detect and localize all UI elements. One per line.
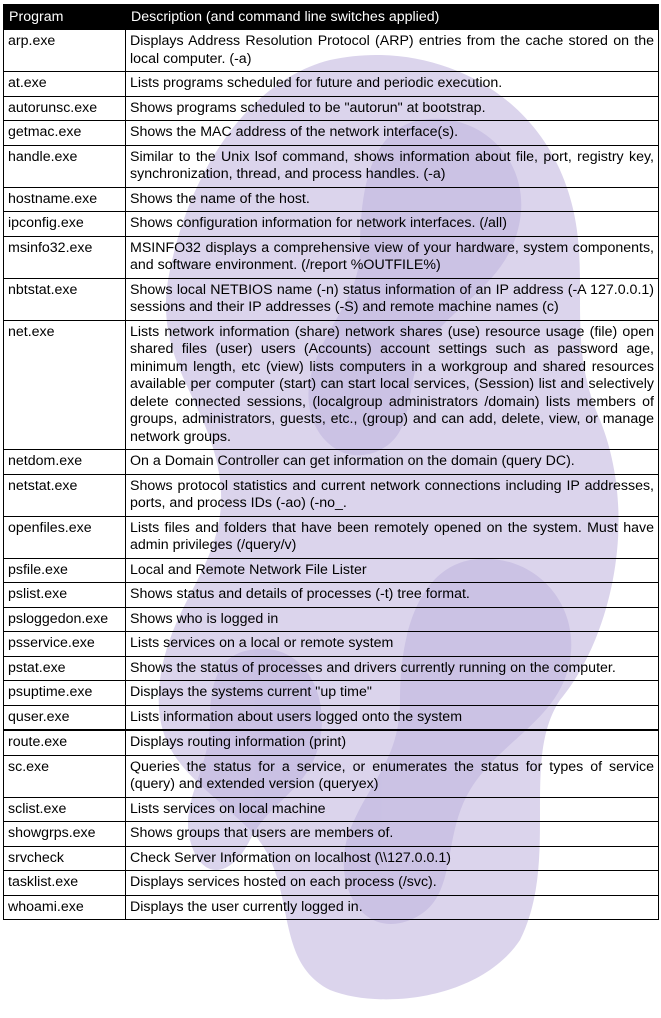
table-row	[4, 895, 659, 920]
column-header-description: Description (and command line switches applied)	[126, 5, 659, 30]
program-cell: at.exe	[4, 72, 126, 97]
description-cell: Queries the status for a service, or enumerates the status for types of service (query) and extended version (queryex)	[126, 755, 659, 797]
program-cell: sc.exe	[4, 755, 126, 797]
table-row	[4, 755, 659, 797]
table-row	[4, 450, 659, 475]
table-row	[4, 583, 659, 608]
program-cell: psservice.exe	[4, 632, 126, 657]
description-cell: Shows who is logged in	[126, 607, 659, 632]
program-cell: whoami.exe	[4, 895, 126, 920]
program-cell: handle.exe	[4, 145, 126, 187]
description-cell: Shows the status of processes and drivers currently running on the computer.	[126, 656, 659, 681]
table-row	[4, 681, 659, 706]
description-cell: Lists services on a local or remote system	[126, 632, 659, 657]
table-row	[4, 656, 659, 681]
table-row	[4, 516, 659, 558]
description-cell: Displays services hosted on each process (/svc).	[126, 871, 659, 896]
description-cell: Lists files and folders that have been remotely opened on the system. Must have admin privileges (/query/v)	[126, 516, 659, 558]
program-cell: pslist.exe	[4, 583, 126, 608]
description-cell: Shows protocol statistics and current network connections including IP addresses, ports, and process IDs (-ao) (-no_.	[126, 474, 659, 516]
program-cell: showgrps.exe	[4, 822, 126, 847]
program-cell: hostname.exe	[4, 187, 126, 212]
table-row	[4, 607, 659, 632]
program-cell: pstat.exe	[4, 656, 126, 681]
table-row	[4, 121, 659, 146]
table-row	[4, 797, 659, 822]
description-cell: Displays Address Resolution Protocol (ARP) entries from the cache stored on the local computer. (-a)	[126, 30, 659, 72]
description-cell: Shows status and details of processes (-t) tree format.	[126, 583, 659, 608]
program-cell: arp.exe	[4, 30, 126, 72]
table-row	[4, 236, 659, 278]
table-row	[4, 558, 659, 583]
program-cell: srvcheck	[4, 846, 126, 871]
program-cell: quser.exe	[4, 705, 126, 730]
description-cell: Shows groups that users are members of.	[126, 822, 659, 847]
column-header-program: Program	[4, 5, 126, 30]
description-cell: Shows configuration information for network interfaces. (/all)	[126, 212, 659, 237]
table-row	[4, 871, 659, 896]
program-cell: ipconfig.exe	[4, 212, 126, 237]
program-cell: psfile.exe	[4, 558, 126, 583]
program-cell: getmac.exe	[4, 121, 126, 146]
description-cell: Displays the systems current "up time"	[126, 681, 659, 706]
table-row	[4, 96, 659, 121]
description-cell: Lists information about users logged onto the system	[126, 705, 659, 730]
table-row	[4, 822, 659, 847]
table-row	[4, 705, 659, 730]
program-cell: psloggedon.exe	[4, 607, 126, 632]
program-cell: nbtstat.exe	[4, 278, 126, 320]
program-cell: psuptime.exe	[4, 681, 126, 706]
description-cell: Shows the name of the host.	[126, 187, 659, 212]
table-row	[4, 278, 659, 320]
description-cell: Shows programs scheduled to be "autorun" at bootstrap.	[126, 96, 659, 121]
description-cell: Displays the user currently logged in.	[126, 895, 659, 920]
description-cell: Similar to the Unix lsof command, shows information about file, port, registry key, synchronization, thread, and process handles. (-a)	[126, 145, 659, 187]
table-row	[4, 145, 659, 187]
description-cell: Lists network information (share) network shares (use) resource usage (file) open shared files (user) users (Accounts) account settings such as password age, minimum length, etc (view) lists computers in a workgroup and shared resources available per computer (start) can start local services, (Session) list and selectively delete connected sessions, (localgroup administrators /domain) lists members of groups, administrators, guests, etc., (group) and can add, delete, view, or manage network groups.	[126, 320, 659, 450]
program-cell: route.exe	[4, 730, 126, 755]
program-cell: netdom.exe	[4, 450, 126, 475]
program-cell: autorunsc.exe	[4, 96, 126, 121]
program-cell: netstat.exe	[4, 474, 126, 516]
program-cell: sclist.exe	[4, 797, 126, 822]
programs-table	[3, 4, 659, 920]
table-row	[4, 212, 659, 237]
description-cell: Displays routing information (print)	[126, 730, 659, 755]
description-cell: Local and Remote Network File Lister	[126, 558, 659, 583]
program-cell: tasklist.exe	[4, 871, 126, 896]
table-row	[4, 632, 659, 657]
table-body	[4, 30, 659, 920]
table-row	[4, 30, 659, 72]
table-row	[4, 320, 659, 450]
program-cell: net.exe	[4, 320, 126, 450]
header-row	[4, 5, 659, 30]
program-cell: msinfo32.exe	[4, 236, 126, 278]
description-cell: MSINFO32 displays a comprehensive view of your hardware, system components, and software environment. (/report %OUTFILE%)	[126, 236, 659, 278]
table-row	[4, 474, 659, 516]
description-cell: Lists services on local machine	[126, 797, 659, 822]
description-cell: Check Server Information on localhost (\\127.0.0.1)	[126, 846, 659, 871]
program-cell: openfiles.exe	[4, 516, 126, 558]
table-row	[4, 846, 659, 871]
table-row	[4, 730, 659, 755]
description-cell: Shows local NETBIOS name (-n) status information of an IP address (-A 127.0.0.1) sessions and their IP addresses (-S) and remote machine names (c)	[126, 278, 659, 320]
description-cell: Shows the MAC address of the network interface(s).	[126, 121, 659, 146]
table-row	[4, 72, 659, 97]
description-cell: On a Domain Controller can get information on the domain (query DC).	[126, 450, 659, 475]
description-cell: Lists programs scheduled for future and periodic execution.	[126, 72, 659, 97]
table-row	[4, 187, 659, 212]
